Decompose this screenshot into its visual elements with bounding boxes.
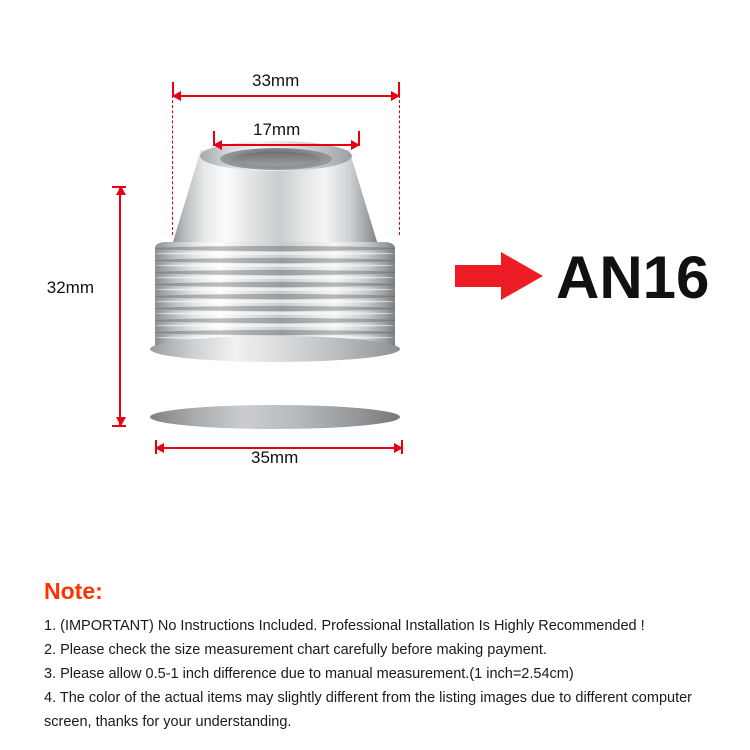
extension-line-outer-left bbox=[172, 95, 173, 235]
dimension-tick-base-left bbox=[155, 440, 157, 454]
dimension-label-bore-width: 17mm bbox=[253, 120, 301, 139]
dimension-label-outer-width: 33mm bbox=[252, 71, 300, 90]
dimension-tick-bore-right bbox=[358, 131, 360, 145]
dimension-tick-height-bottom bbox=[112, 425, 126, 427]
dimension-label-height: 32mm bbox=[46, 278, 94, 297]
flare-cone-bore-inner bbox=[232, 152, 320, 166]
note-line: 4. The color of the actual items may slightly different from the listing images due to different computer bbox=[44, 690, 692, 706]
dimension-tick-outer-right bbox=[398, 82, 400, 96]
dimension-tick-height-top bbox=[112, 186, 126, 188]
note-title: Note: bbox=[44, 578, 103, 604]
dimension-tick-bore-left bbox=[213, 131, 215, 145]
extension-line-outer-right bbox=[399, 95, 400, 235]
dimension-label-base-width: 35mm bbox=[251, 448, 299, 467]
dimension-line-outer-width bbox=[172, 95, 400, 97]
note-line: 1. (IMPORTANT) No Instructions Included. Professional Installation Is Highly Recommended ! bbox=[44, 618, 645, 634]
note-section bbox=[44, 578, 734, 735]
an-fitting-illustration bbox=[150, 150, 400, 425]
note-line: screen, thanks for your understanding. bbox=[44, 714, 292, 730]
note-line: 2. Please check the size measurement chart carefully before making payment. bbox=[44, 642, 547, 658]
note-line: 3. Please allow 0.5-1 inch difference due to manual measurement.(1 inch=2.54cm) bbox=[44, 666, 574, 682]
product-model-label: AN16 bbox=[556, 244, 710, 311]
dimension-line-bore-width bbox=[213, 144, 360, 146]
right-arrow-icon bbox=[455, 252, 545, 300]
dimension-tick-base-right bbox=[401, 440, 403, 454]
dimension-line-height bbox=[119, 186, 121, 426]
base-collar-bottom bbox=[150, 405, 400, 429]
dimension-tick-outer-left bbox=[172, 82, 174, 96]
